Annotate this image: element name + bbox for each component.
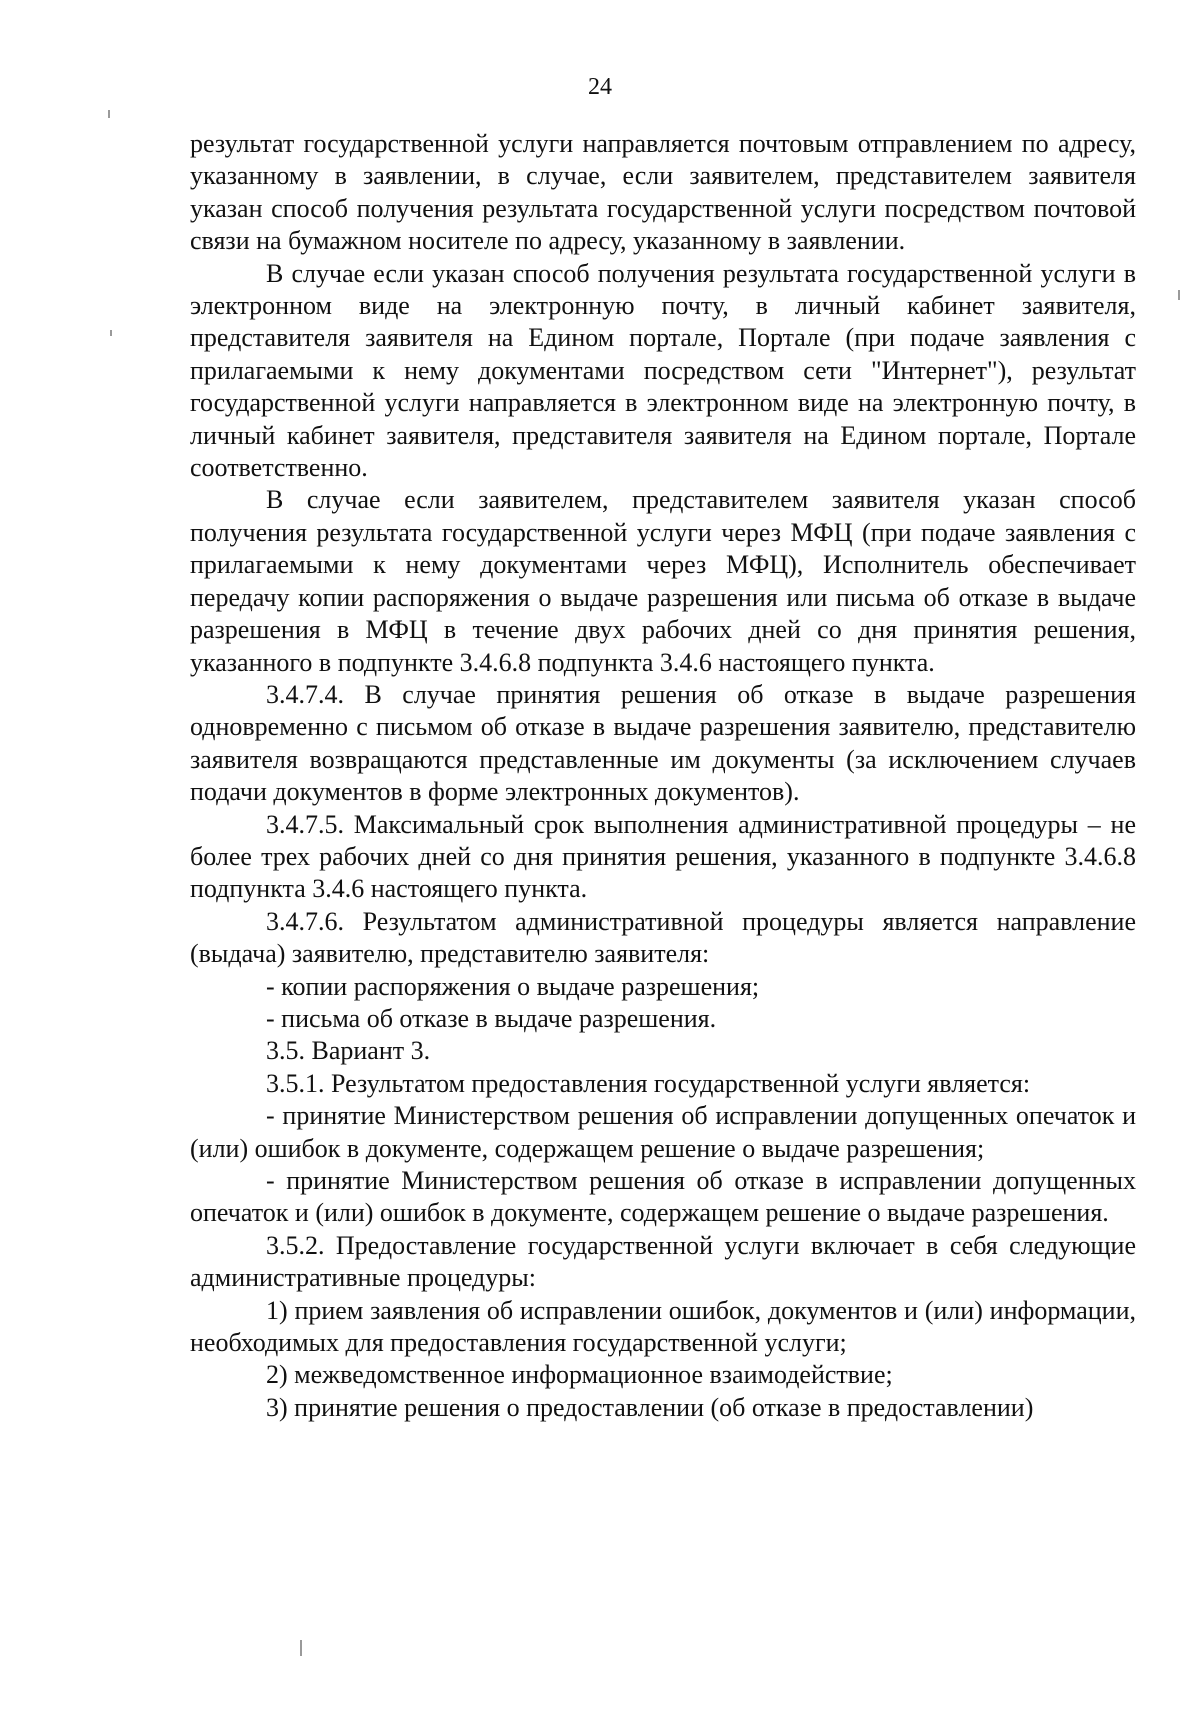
paragraph-1: результат государственной услуги направляется почтовым отправлением по адресу, указанному в заявлении, в случае, если заявителем, представителем заявителя указан способ получения результата государственной услуги посредством почтовой связи на бумажном носителе по адресу, указанному в заявлении. [190,129,1136,256]
list-item-procedure-3: 3) принятие решения о предоставлении (об отказе в предоставлении) [266,1392,1034,1422]
paragraph-2: В случае если указан способ получения результата государственной услуги в электронном виде на электронную почту, в личный кабинет заявителя, представителя заявителя на Едином портале, Портале (при подаче заявления с прилагаемыми к нему документами посредством сети "Интернет"), результат государственной услуги направляется в электронном виде на электронную почту, в личный кабинет заявителя, представителя заявителя на Едином портале, Портале соответственно. [190,258,1136,483]
scan-speck [110,330,112,336]
scan-speck [1178,290,1180,300]
page-number: 24 [588,74,612,100]
list-item-procedure-2: 2) межведомственное информационное взаимодействие; [266,1360,893,1390]
paragraph-3-4-7-6: 3.4.7.6. Результатом административной процедуры является направление (выдача) заявителю, представителю заявителя: [190,906,1136,969]
scan-speck [300,1640,302,1656]
list-item-procedure-1: 1) прием заявления об исправлении ошибок, документов и (или) информации, необходимых для предоставления государственной услуги; [190,1295,1136,1358]
list-item-correction-decision: - принятие Министерством решения об исправлении допущенных опечаток и (или) ошибок в документе, содержащем решение о выдаче разрешения; [190,1101,1136,1163]
scan-speck [108,110,110,118]
document-body [190,128,1136,1424]
section-heading-3-5: 3.5. Вариант 3. [266,1036,431,1066]
list-item-refusal-letter: - письма об отказе в выдаче разрешения. [266,1003,717,1033]
paragraph-3-4-7-5: 3.4.7.5. Максимальный срок выполнения административной процедуры – не более трех рабочих дней со дня принятия решения, указанного в подпункте 3.4.6.8 подпункта 3.4.6 настоящего пункта. [190,809,1136,904]
paragraph-3-5-2: 3.5.2. Предоставление государственной услуги включает в себя следующие административные процедуры: [190,1230,1136,1293]
paragraph-3-5-1: 3.5.1. Результатом предоставления государственной услуги является: [266,1068,1031,1098]
list-item-correction-refusal: - принятие Министерством решения об отказе в исправлении допущенных опечаток и (или) ошибок в документе, содержащем решение о выдаче разрешения. [190,1166,1136,1228]
list-item-copy-order: - копии распоряжения о выдаче разрешения; [266,971,760,1001]
paragraph-3-4-7-4: 3.4.7.4. В случае принятия решения об отказе в выдаче разрешения одновременно с письмом об отказе в выдаче разрешения заявителю, представителю заявителя возвращаются представленные им документы (за исключением случаев подачи документов в форме электронных документов). [190,679,1136,807]
paragraph-3: В случае если заявителем, представителем заявителя указан способ получения результата государственной услуги через МФЦ (при подаче заявления с прилагаемыми к нему документами через МФЦ), Исполнитель обеспечивает передачу копии распоряжения о выдаче разрешения или письма об отказе в выдаче разрешения в МФЦ в течение двух рабочих дней со дня принятия решения, указанного в подпункте 3.4.6.8 подпункта 3.4.6 настоящего пункта. [190,485,1136,677]
